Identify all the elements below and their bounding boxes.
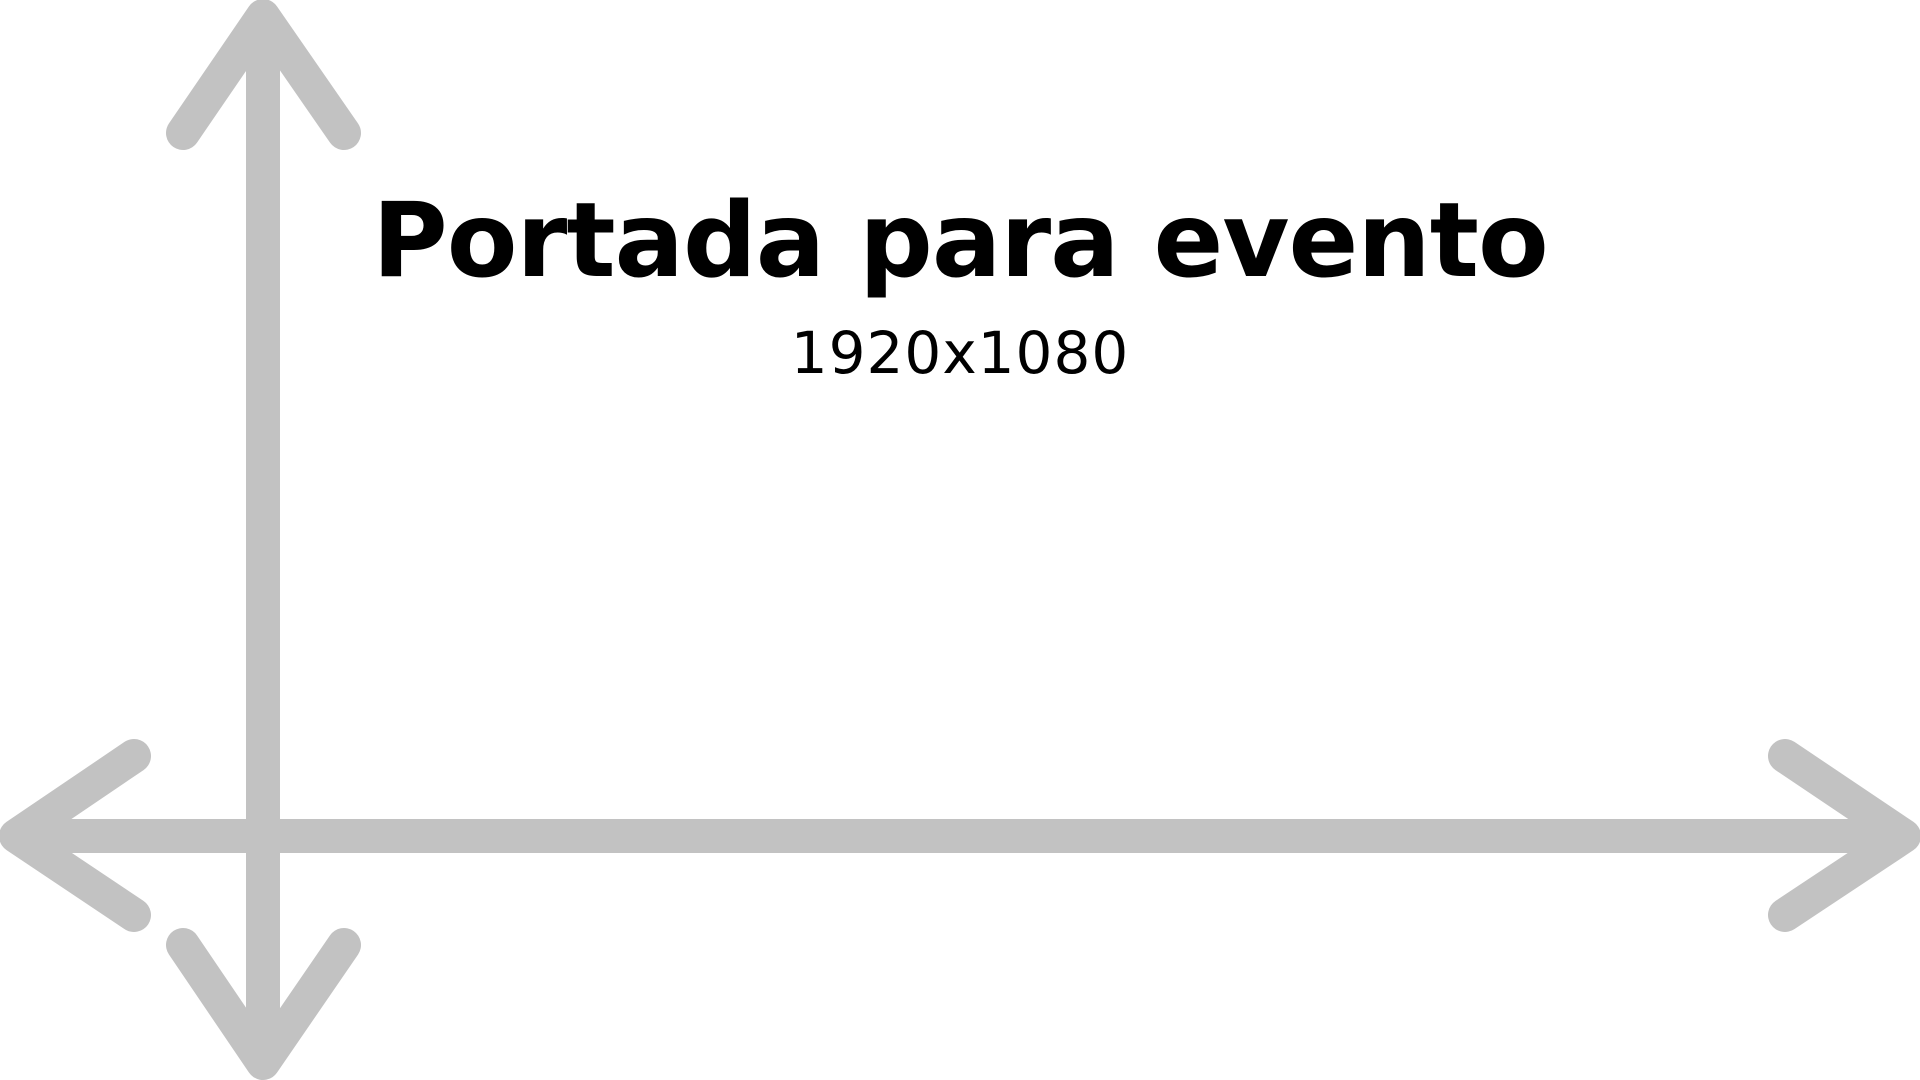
dimensions-label: 1920x1080 [790, 319, 1130, 387]
horizontal-double-arrow-icon [16, 756, 1904, 915]
vertical-double-arrow-icon [183, 16, 344, 1063]
page-title: Portada para evento [372, 181, 1548, 301]
